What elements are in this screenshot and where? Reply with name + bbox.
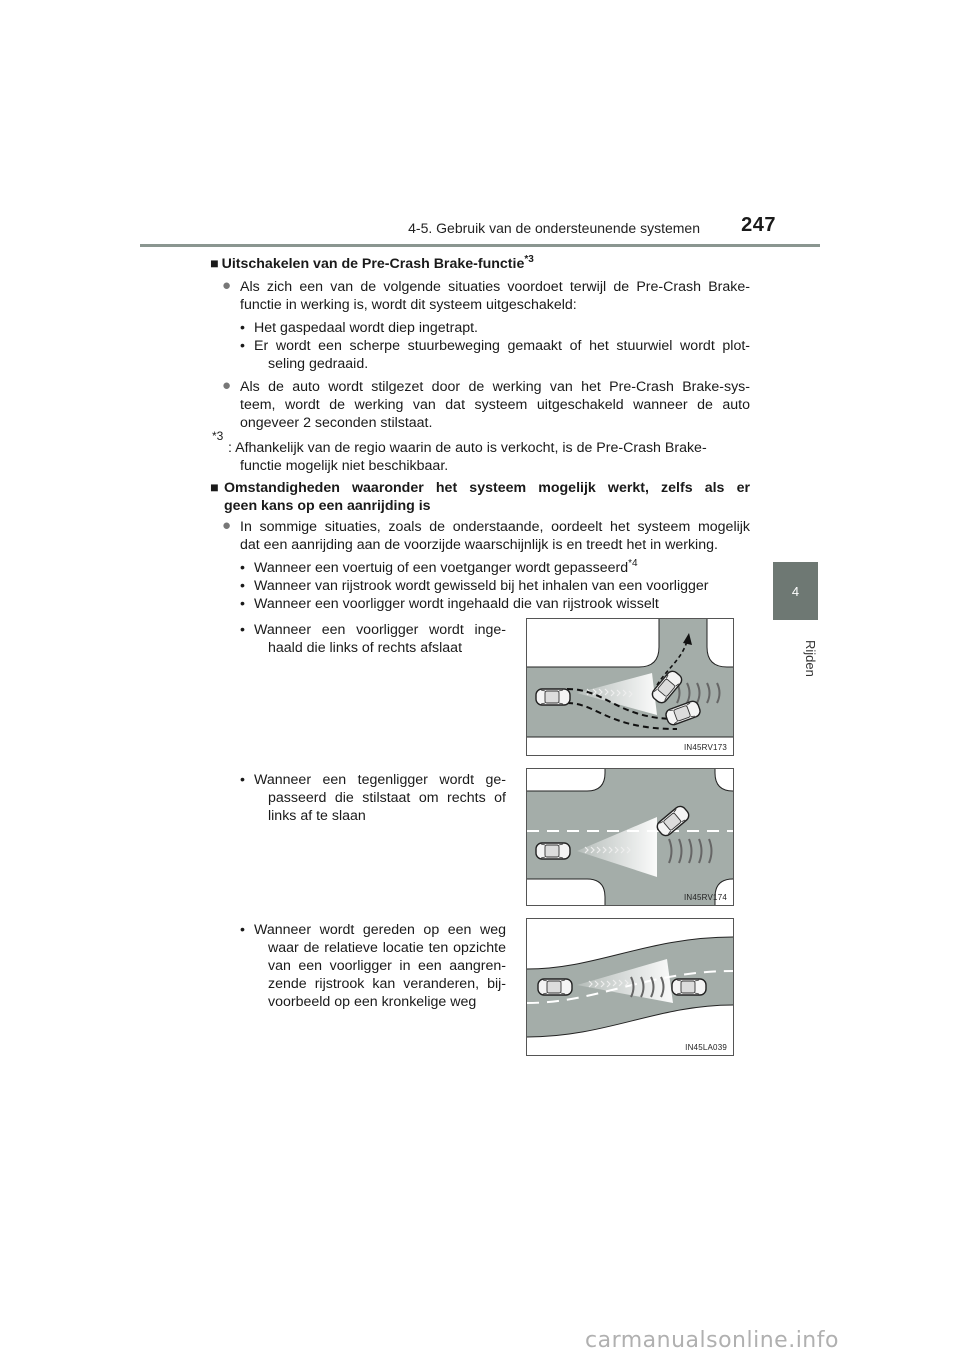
- page-number: 247: [741, 214, 776, 236]
- section-heading-disable: ■ Uitschakelen van de Pre-Crash Brake-functie$^{*3}$: [210, 254, 534, 272]
- section-heading-conditions: Omstandigheden waaronder het systeem mogelijk werkt, zelfs als er: [224, 480, 750, 496]
- chapter-label: Rijden: [803, 639, 818, 677]
- list-item: Wanneer een tegenligger wordt ge-: [254, 772, 506, 788]
- list-item: Wanneer wordt gereden op een weg: [254, 922, 506, 938]
- list-item: seling gedraaid.: [268, 356, 369, 372]
- list-item: passeerd die stilstaat om rechts of: [268, 790, 506, 806]
- figure-turning-vehicle: [526, 618, 734, 756]
- list-item: Wanneer een voorligger wordt inge-: [254, 622, 506, 638]
- paragraph: ongeveer 2 seconden stilstaat.: [240, 415, 433, 431]
- dot-bullet-icon: •: [240, 922, 245, 938]
- dot-bullet-icon: •: [240, 560, 245, 576]
- circle-bullet-icon: ●: [222, 517, 232, 534]
- footnote: functie mogelijk niet beschikbaar.: [240, 458, 449, 474]
- header-divider: [140, 244, 820, 247]
- dot-bullet-icon: •: [240, 578, 245, 594]
- paragraph: teem, wordt de werking van dat systeem uitgeschakeld wanneer de auto: [240, 397, 750, 413]
- paragraph: Als de auto wordt stilgezet door de werking van het Pre-Crash Brake-sys-: [240, 379, 750, 395]
- section-heading-conditions: geen kans op een aanrijding is: [224, 498, 431, 514]
- circle-bullet-icon: ●: [222, 277, 232, 294]
- dot-bullet-icon: •: [240, 622, 245, 638]
- watermark: carmanualsonline.info: [585, 1328, 839, 1353]
- curved-road-illustration: [527, 919, 733, 1055]
- chapter-tab: 4: [773, 562, 818, 620]
- dot-bullet-icon: •: [240, 772, 245, 788]
- oncoming-vehicle-illustration: [527, 769, 733, 905]
- dot-bullet-icon: •: [240, 320, 245, 336]
- list-item: Wanneer een voertuig of een voetganger wordt gepasseerd$^{*4}$: [254, 558, 638, 576]
- figure-code: IN45LA039: [685, 1043, 727, 1052]
- figure-code: IN45RV173: [683, 743, 727, 752]
- list-item: voorbeeld op een kronkelige weg: [268, 994, 477, 1010]
- dot-bullet-icon: •: [240, 596, 245, 612]
- footnote-mark: *3: [212, 429, 224, 443]
- dot-bullet-icon: •: [240, 338, 245, 354]
- list-item: links af te slaan: [268, 808, 366, 824]
- turning-vehicle-illustration: [527, 619, 733, 755]
- paragraph: functie in werking is, wordt dit systeem uitgeschakeld:: [240, 297, 577, 313]
- square-bullet-icon: ■: [210, 256, 219, 272]
- figure-oncoming-vehicle: [526, 768, 734, 906]
- paragraph: In sommige situaties, zoals de onderstaande, oordeelt het systeem mogelijk: [240, 519, 750, 535]
- list-item: waar de relatieve locatie ten opzichte: [268, 940, 506, 956]
- square-bullet-icon: ■: [210, 480, 219, 496]
- list-item: Het gaspedaal wordt diep ingetrapt.: [254, 320, 478, 336]
- list-item: Wanneer een voorligger wordt ingehaald die van rijstrook wisselt: [254, 596, 659, 612]
- paragraph: dat een aanrijding aan de voorzijde waarschijnlijk is en treedt het in werking.: [240, 537, 718, 553]
- list-item: haald die links of rechts afslaat: [268, 640, 463, 656]
- figure-code: IN45RV174: [683, 893, 727, 902]
- paragraph: Als zich een van de volgende situaties voordoet terwijl de Pre-Crash Brake-: [240, 279, 750, 295]
- list-item: zende rijstrook kan veranderen, bij-: [268, 976, 506, 992]
- figure-curved-road: [526, 918, 734, 1056]
- footnote: : Afhankelijk van de regio waarin de auto is verkocht, is de Pre-Crash Brake-: [228, 440, 707, 456]
- list-item: van een voorligger in een aangren-: [268, 958, 506, 974]
- circle-bullet-icon: ●: [222, 377, 232, 394]
- list-item: Wanneer van rijstrook wordt gewisseld bij het inhalen van een voorligger: [254, 578, 709, 594]
- list-item: Er wordt een scherpe stuurbeweging gemaakt of het stuurwiel wordt plot-: [254, 338, 750, 354]
- running-header: 4-5. Gebruik van de ondersteunende systemen: [408, 220, 700, 236]
